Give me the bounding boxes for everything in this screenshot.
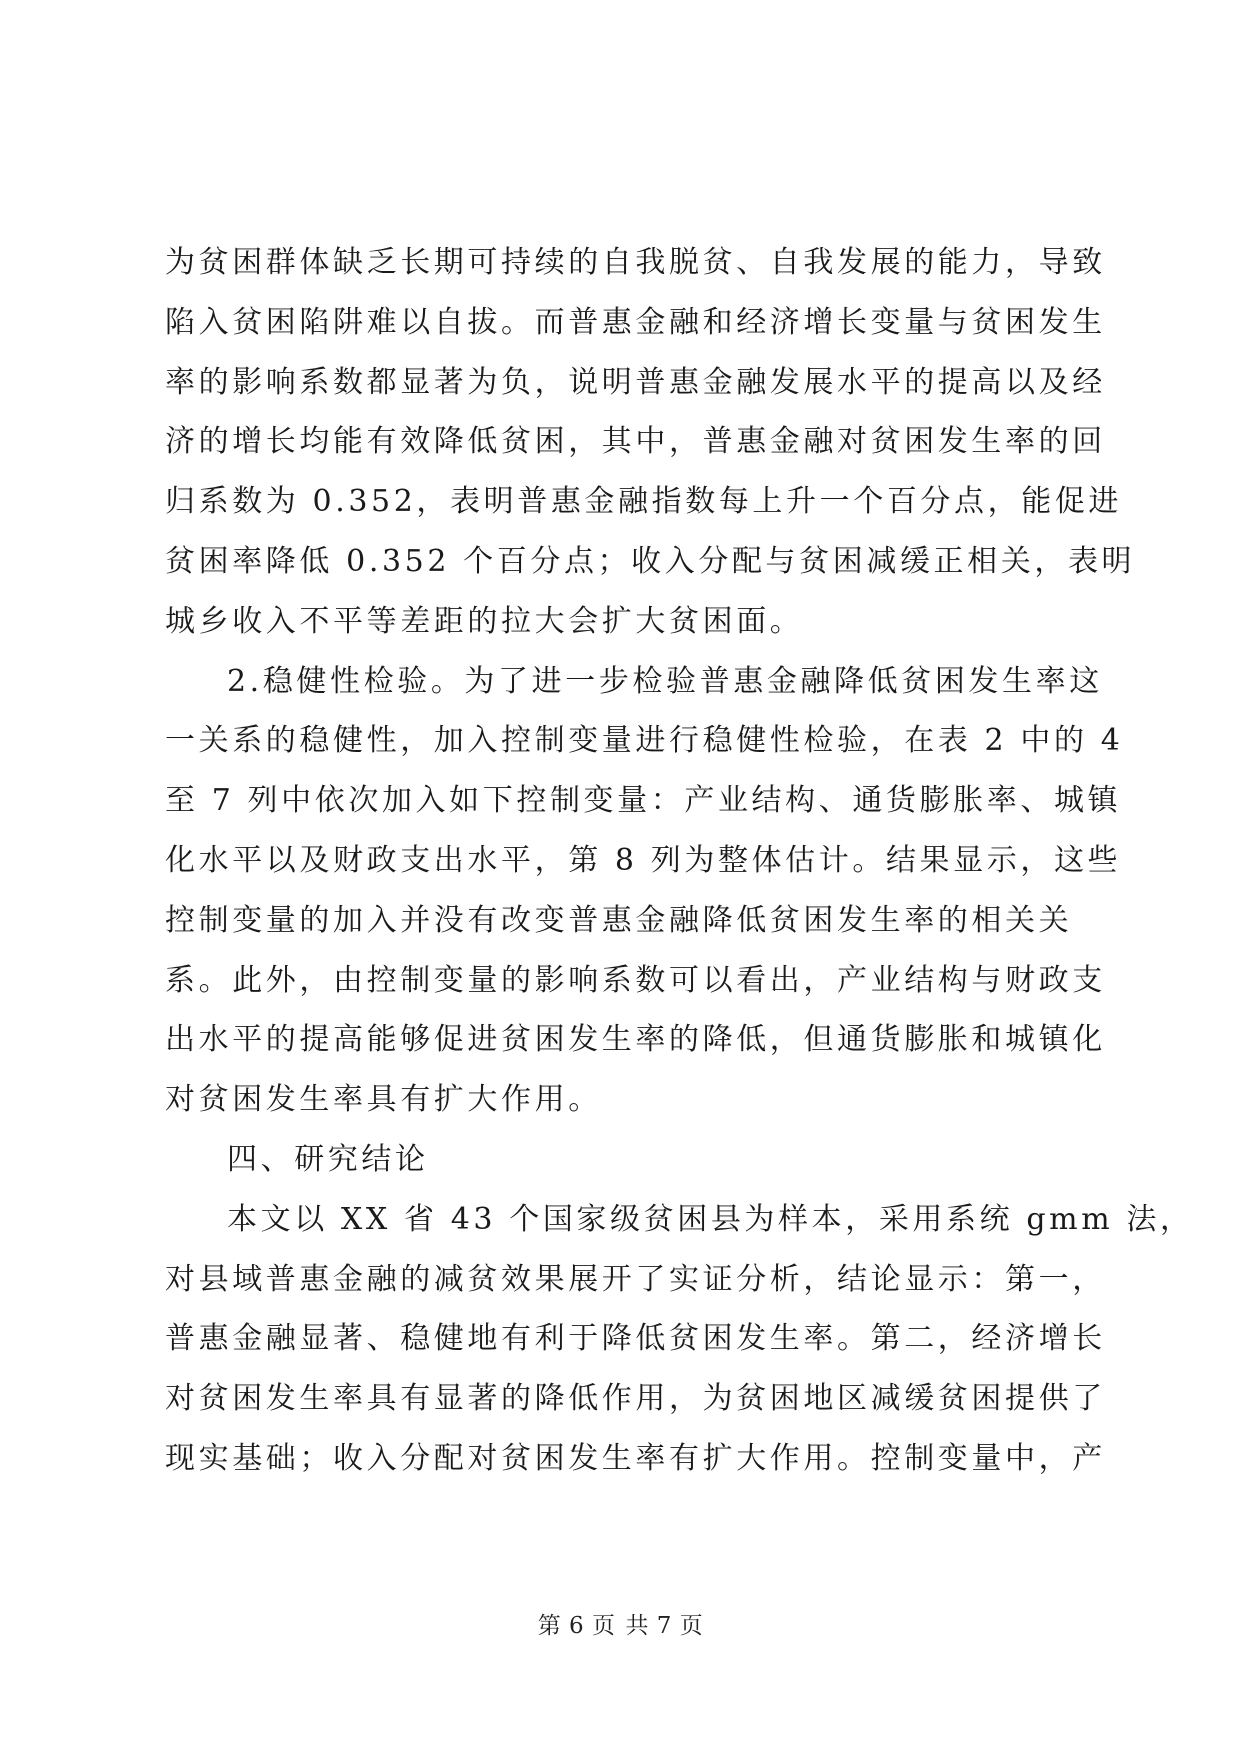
text-line: 普惠金融显著、稳健地有利于降低贫困发生率。第二，经济增长 (165, 1321, 1106, 1357)
text-line: 一关系的稳健性，加入控制变量进行稳健性检验，在表 2 中的 4 (165, 723, 1124, 759)
text-line: 济的增长均能有效降低贫困，其中，普惠金融对贫困发生率的回 (165, 424, 1106, 460)
page-footer (0, 1607, 1241, 1640)
text-line: 系。此外，由控制变量的影响系数可以看出，产业结构与财政支 (165, 962, 1106, 998)
text-line: 陷入贫困陷阱难以自拔。而普惠金融和经济增长变量与贫困发生 (165, 304, 1106, 340)
page-number: 第 6 页 (537, 1613, 616, 1639)
text-line: 城乡收入不平等差距的拉大会扩大贫困面。 (165, 603, 804, 639)
text-line: 对贫困发生率具有扩大作用。 (165, 1082, 602, 1118)
text-line: 现实基础；收入分配对贫困发生率有扩大作用。控制变量中，产 (165, 1440, 1106, 1476)
text-line: 至 7 列中依次加入如下控制变量：产业结构、通货膨胀率、城镇 (165, 783, 1122, 819)
page-total: 共 7 页 (625, 1613, 704, 1639)
text-line: 化水平以及财政支出水平，第 8 列为整体估计。结果显示，这些 (165, 842, 1122, 878)
text-line: 贫困率降低 0.352 个百分点；收入分配与贫困减缓正相关，表明 (165, 543, 1136, 579)
text-line: 为贫困群体缺乏长期可持续的自我脱贫、自我发展的能力，导致 (165, 245, 1106, 280)
text-line: 控制变量的加入并没有改变普惠金融降低贫困发生率的相关关 (165, 902, 1073, 938)
text-line: 率的影响系数都显著为负，说明普惠金融发展水平的提高以及经 (165, 364, 1106, 400)
text-line: 归系数为 0.352，表明普惠金融指数每上升一个百分点，能促进 (165, 484, 1123, 520)
text-line: 出水平的提高能够促进贫困发生率的降低，但通货膨胀和城镇化 (165, 1022, 1106, 1058)
text-line: 对贫困发生率具有显著的降低作用，为贫困地区减缓贫困提供了 (165, 1381, 1106, 1417)
section-heading: 四、研究结论 (227, 1141, 429, 1177)
text-line: 对县域普惠金融的减贫效果展开了实证分析，结论显示：第一， (165, 1261, 1106, 1297)
text-line: 2.稳健性检验。为了进一步检验普惠金融降低贫困发生率这 (227, 663, 1103, 699)
text-line: 本文以 XX 省 43 个国家级贫困县为样本，采用系统 gmm 法， (227, 1201, 1194, 1237)
body-text (165, 233, 1194, 1489)
